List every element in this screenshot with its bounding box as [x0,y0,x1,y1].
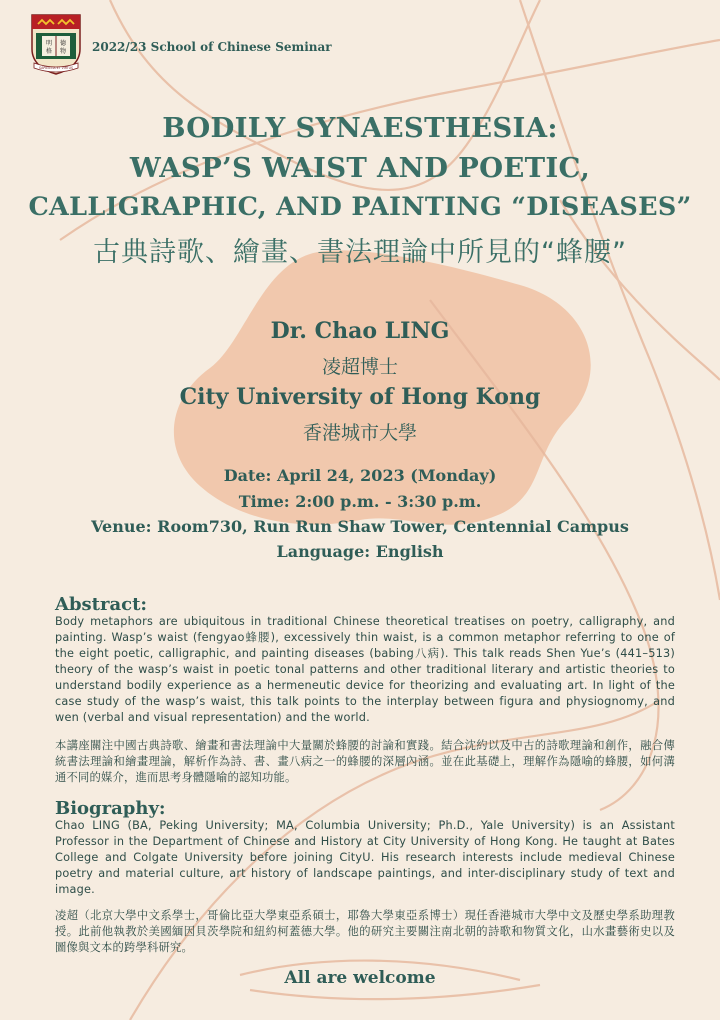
event-language: Language: English [276,542,444,561]
event-date: Date: April 24, 2023 (Monday) [223,466,497,485]
abstract-heading: Abstract: [55,594,148,615]
title-line-1: BODILY SYNAESTHESIA: [162,112,558,144]
svg-text:德: 德 [59,40,67,47]
svg-text:明: 明 [45,40,53,47]
svg-text:SAPIENTIA ET VIRTUS: SAPIENTIA ET VIRTUS [39,66,73,70]
biography-chinese: 凌超（北京大學中文系學士，哥倫比亞大學東亞系碩士，耶魯大學東亞系博士）現任香港城市大學中文及歷史學系助理教授。此前他執教於美國緬因貝茨學院和紐約柯蓋德大學。他的研究主要關注南北朝的詩歌和物質文化，山水畫藝術史以及圖像與文本的跨學科研究。 [55,909,675,954]
event-venue: Venue: Room730, Run Run Shaw Tower, Centennial Campus [91,517,629,536]
svg-text:物: 物 [59,48,67,55]
title-line-2: WASP’S WAIST AND POETIC, [129,152,591,184]
svg-text:格: 格 [45,48,53,55]
seminar-series-label: 2022/23 School of Chinese Seminar [92,40,332,54]
speaker-name: Dr. Chao LING [270,318,450,344]
biography-english: Chao LING (BA, Peking University; MA, Columbia University; Ph.D., Yale University) is an Assistant Professor in the Department of Chinese and History at City University of Hong Kong. He taught at Bates College and Colgate University before joining CityU. His research interests include medieval Chinese poetry and material culture, art history of landscape paintings, and inter-disciplinary study of text and image. [55,819,675,896]
abstract-english: Body metaphors are ubiquitous in traditional Chinese theoretical treatises on poetry, calligraphy, and painting. Wasp’s waist (fengyao蜂腰), excessively thin waist, is a common metaphor referring to one of the eight poetic, calligraphic, and painting diseases (babing八病). This talk reads Shen Yue’s (441–513) theory of the wasp’s waist in poetic tonal patterns and other traditional literary and artistic theories to understand bodily experience as a hermeneutic device for theorizing and evaluating art. In light of the case study of the wasp’s waist, this talk points to the interplay between figura and physiognomy, and wen (verbal and visual representation) and the world. [55,615,675,724]
title-chinese: 古典詩歌、繪畫、書法理論中所見的“蜂腰” [93,237,627,268]
speaker-name-chinese: 凌超博士 [321,356,398,378]
welcome-message: All are welcome [284,968,436,988]
title-line-3: CALLIGRAPHIC, AND PAINTING “DISEASES” [28,192,692,222]
abstract-chinese: 本講座關注中國古典詩歌、繪畫和書法理論中大量關於蜂腰的討論和實踐。結合沈約以及中古的詩歌理論和創作，融合傳統書法理論和繪畫理論，解析作為詩、書、畫八病之一的蜂腰的深層內涵。並在此基礎上，理解作為隱喻的蜂腰，如何溝通不同的媒介，進而思考身體隱喻的認知功能。 [55,739,675,784]
biography-heading: Biography: [55,798,166,819]
university-crest-logo [30,13,82,75]
speaker-affiliation-chinese: 香港城市大學 [302,422,417,444]
event-time: Time: 2:00 p.m. - 3:30 p.m. [238,492,482,511]
speaker-affiliation: City University of Hong Kong [179,384,541,410]
